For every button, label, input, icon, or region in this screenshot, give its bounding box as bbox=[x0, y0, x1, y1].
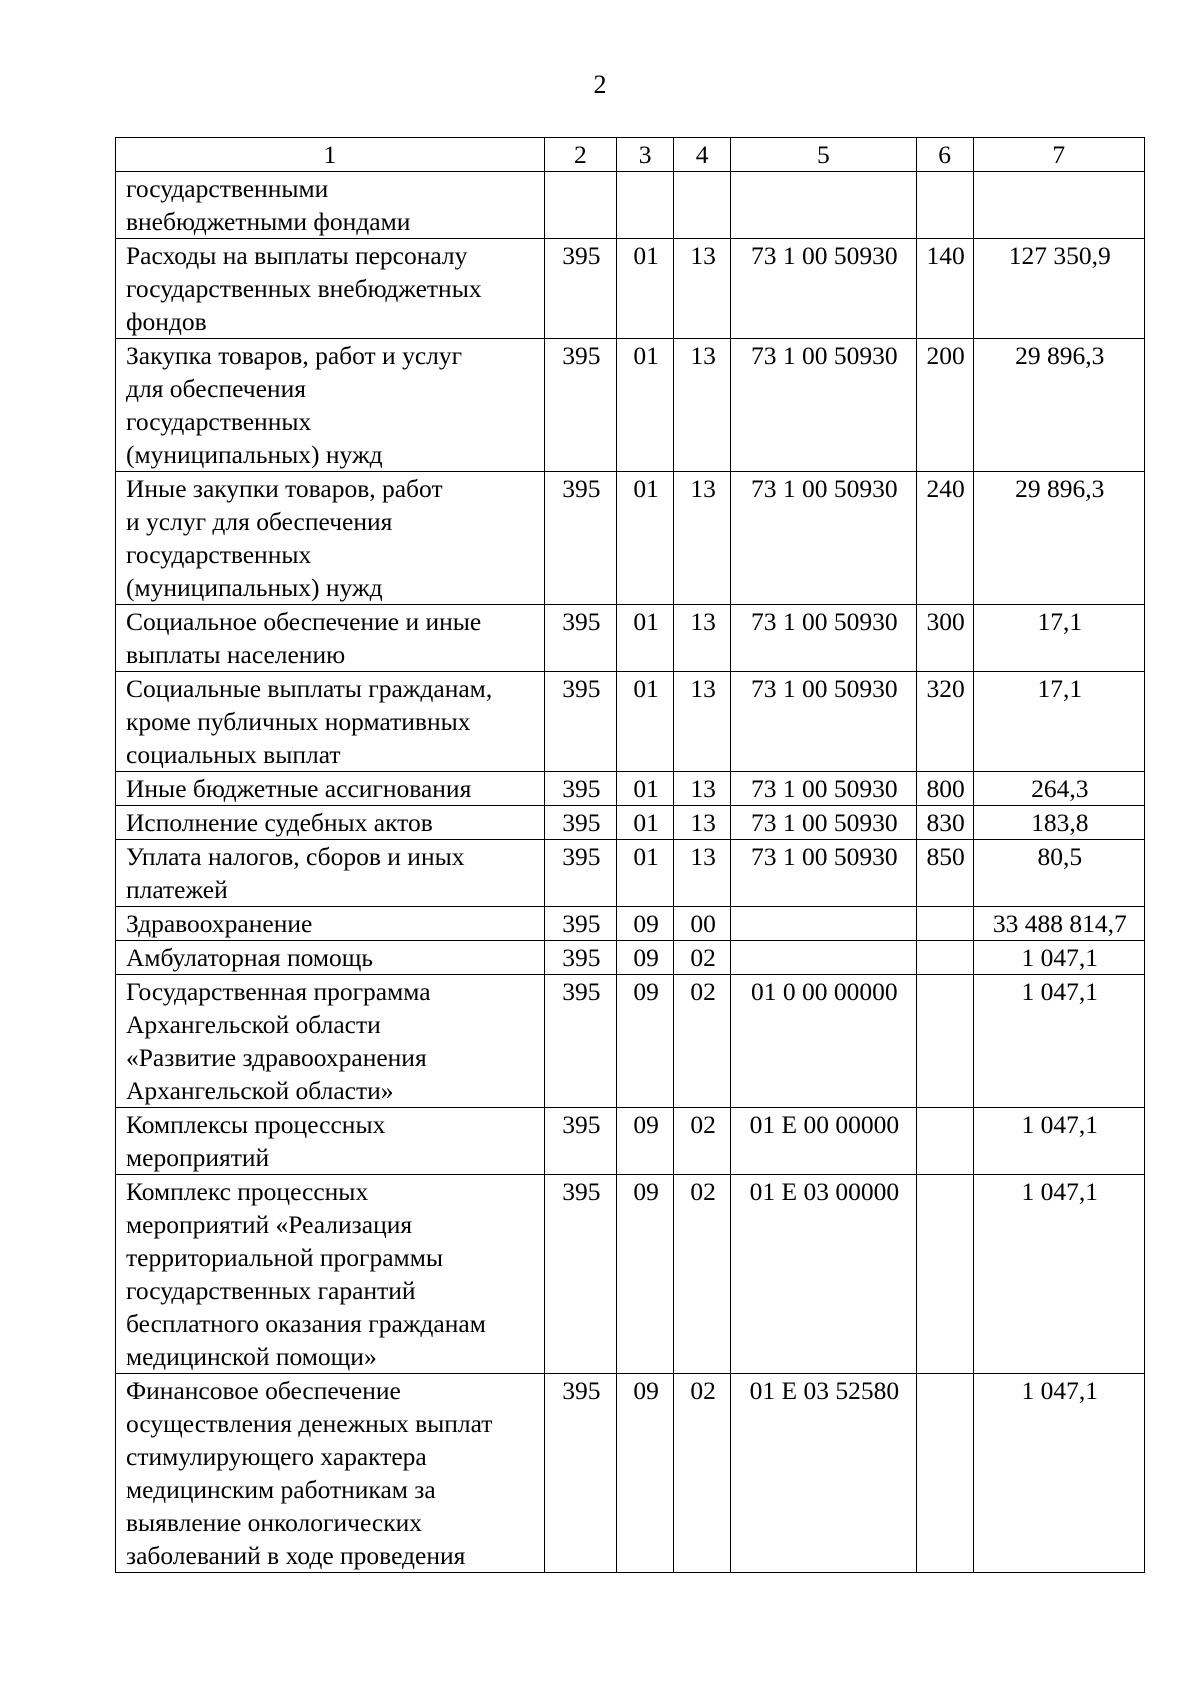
item-name-line: государственных гарантий bbox=[126, 1276, 416, 1305]
expense-type-cell: 140 bbox=[916, 239, 973, 339]
item-name-line: кроме публичных нормативных bbox=[126, 707, 471, 736]
item-name-line: государственных внебюджетных bbox=[126, 274, 482, 303]
amount-cell: 1 047,1 bbox=[973, 975, 1144, 1108]
item-name-cell bbox=[116, 772, 545, 806]
admin-code-cell bbox=[544, 172, 616, 239]
admin-code-cell: 395 bbox=[544, 941, 616, 975]
target-article-cell: 01 Е 03 00000 bbox=[731, 1175, 916, 1374]
subsection-code-cell: 13 bbox=[674, 472, 731, 605]
item-name-line: Иные закупки товаров, работ bbox=[126, 474, 443, 503]
item-name-line: и услуг для обеспечения bbox=[126, 507, 393, 536]
target-article-cell: 73 1 00 50930 bbox=[731, 672, 916, 772]
item-name-cell bbox=[116, 840, 545, 907]
amount-cell: 80,5 bbox=[973, 840, 1144, 907]
item-name-line: Уплата налогов, сборов и иных bbox=[126, 842, 465, 871]
section-code-cell: 01 bbox=[617, 840, 674, 907]
expense-type-cell bbox=[916, 975, 973, 1108]
expense-type-cell: 320 bbox=[916, 672, 973, 772]
item-name-line: Комплексы процессных bbox=[126, 1110, 386, 1139]
item-name-line: Исполнение судебных актов bbox=[126, 808, 433, 837]
section-code-cell: 09 bbox=[617, 907, 674, 941]
item-name-line: фондов bbox=[126, 307, 207, 336]
header-col-4: 4 bbox=[674, 138, 731, 172]
table-row bbox=[116, 806, 1145, 840]
item-name-line: бесплатного оказания гражданам bbox=[126, 1309, 486, 1338]
target-article-cell: 01 Е 00 00000 bbox=[731, 1108, 916, 1175]
subsection-code-cell: 13 bbox=[674, 806, 731, 840]
item-name-line: внебюджетными фондами bbox=[126, 207, 411, 236]
expense-type-cell: 200 bbox=[916, 339, 973, 472]
item-name-line: выплаты населению bbox=[126, 640, 346, 669]
subsection-code-cell: 02 bbox=[674, 1374, 731, 1573]
item-name-cell bbox=[116, 1108, 545, 1175]
expense-type-cell: 830 bbox=[916, 806, 973, 840]
item-name-line: «Развитие здравоохранения bbox=[126, 1043, 427, 1072]
amount-cell: 264,3 bbox=[973, 772, 1144, 806]
expense-type-cell: 300 bbox=[916, 605, 973, 672]
target-article-cell: 73 1 00 50930 bbox=[731, 472, 916, 605]
subsection-code-cell: 00 bbox=[674, 907, 731, 941]
admin-code-cell: 395 bbox=[544, 907, 616, 941]
table-body bbox=[116, 172, 1145, 1573]
admin-code-cell: 395 bbox=[544, 975, 616, 1108]
item-name-line: осуществления денежных выплат bbox=[126, 1409, 493, 1438]
admin-code-cell: 395 bbox=[544, 472, 616, 605]
item-name-cell bbox=[116, 672, 545, 772]
header-row bbox=[116, 138, 1145, 172]
item-name-cell bbox=[116, 239, 545, 339]
item-name-line: Социальные выплаты гражданам, bbox=[126, 674, 493, 703]
subsection-code-cell: 02 bbox=[674, 1175, 731, 1374]
amount-cell: 183,8 bbox=[973, 806, 1144, 840]
admin-code-cell: 395 bbox=[544, 806, 616, 840]
subsection-code-cell: 13 bbox=[674, 339, 731, 472]
target-article-cell: 01 Е 03 52580 bbox=[731, 1374, 916, 1573]
target-article-cell: 73 1 00 50930 bbox=[731, 239, 916, 339]
section-code-cell: 01 bbox=[617, 339, 674, 472]
section-code-cell: 09 bbox=[617, 975, 674, 1108]
item-name-cell bbox=[116, 605, 545, 672]
item-name-line: Расходы на выплаты персоналу bbox=[126, 241, 468, 270]
header-col-2: 2 bbox=[544, 138, 616, 172]
item-name-cell bbox=[116, 1175, 545, 1374]
item-name-line: Социальное обеспечение и иные bbox=[126, 607, 482, 636]
table-row bbox=[116, 605, 1145, 672]
table-row bbox=[116, 1108, 1145, 1175]
table-row bbox=[116, 840, 1145, 907]
admin-code-cell: 395 bbox=[544, 239, 616, 339]
expense-type-cell: 850 bbox=[916, 840, 973, 907]
item-name-line: Амбулаторная помощь bbox=[126, 943, 374, 972]
subsection-code-cell: 13 bbox=[674, 772, 731, 806]
item-name-line: Архангельской области bbox=[126, 1010, 381, 1039]
table-row bbox=[116, 339, 1145, 472]
subsection-code-cell: 13 bbox=[674, 239, 731, 339]
item-name-line: медицинской помощи» bbox=[126, 1342, 377, 1371]
header-col-6: 6 bbox=[916, 138, 973, 172]
section-code-cell: 01 bbox=[617, 472, 674, 605]
section-code-cell: 09 bbox=[617, 1108, 674, 1175]
header-col-3: 3 bbox=[617, 138, 674, 172]
subsection-code-cell: 13 bbox=[674, 605, 731, 672]
amount-cell bbox=[973, 172, 1144, 239]
admin-code-cell: 395 bbox=[544, 1175, 616, 1374]
amount-cell: 127 350,9 bbox=[973, 239, 1144, 339]
expense-type-cell bbox=[916, 1175, 973, 1374]
item-name-cell bbox=[116, 975, 545, 1108]
item-name-line: (муниципальных) нужд bbox=[126, 573, 383, 602]
amount-cell: 1 047,1 bbox=[973, 941, 1144, 975]
section-code-cell: 01 bbox=[617, 605, 674, 672]
admin-code-cell: 395 bbox=[544, 339, 616, 472]
item-name-line: Закупка товаров, работ и услуг bbox=[126, 341, 463, 370]
admin-code-cell: 395 bbox=[544, 840, 616, 907]
amount-cell: 17,1 bbox=[973, 672, 1144, 772]
subsection-code-cell: 13 bbox=[674, 840, 731, 907]
table-row bbox=[116, 975, 1145, 1108]
target-article-cell bbox=[731, 907, 916, 941]
table-row bbox=[116, 172, 1145, 239]
expense-type-cell bbox=[916, 907, 973, 941]
item-name-line: государственными bbox=[126, 174, 329, 203]
expense-type-cell bbox=[916, 941, 973, 975]
target-article-cell bbox=[731, 172, 916, 239]
expense-type-cell: 240 bbox=[916, 472, 973, 605]
admin-code-cell: 395 bbox=[544, 605, 616, 672]
budget-table bbox=[115, 137, 1145, 1573]
subsection-code-cell: 02 bbox=[674, 975, 731, 1108]
item-name-line: заболеваний в ходе проведения bbox=[126, 1541, 466, 1570]
subsection-code-cell: 13 bbox=[674, 672, 731, 772]
item-name-line: Архангельской области» bbox=[126, 1076, 394, 1105]
header-col-1: 1 bbox=[116, 138, 545, 172]
subsection-code-cell bbox=[674, 172, 731, 239]
section-code-cell: 01 bbox=[617, 672, 674, 772]
item-name-line: социальных выплат bbox=[126, 740, 341, 769]
admin-code-cell: 395 bbox=[544, 672, 616, 772]
item-name-cell bbox=[116, 907, 545, 941]
section-code-cell: 01 bbox=[617, 239, 674, 339]
item-name-cell bbox=[116, 941, 545, 975]
admin-code-cell: 395 bbox=[544, 772, 616, 806]
target-article-cell: 73 1 00 50930 bbox=[731, 806, 916, 840]
page-number: 2 bbox=[593, 70, 607, 99]
target-article-cell: 73 1 00 50930 bbox=[731, 605, 916, 672]
table-row bbox=[116, 1374, 1145, 1573]
item-name-line: выявление онкологических bbox=[126, 1508, 423, 1537]
target-article-cell: 73 1 00 50930 bbox=[731, 840, 916, 907]
item-name-cell bbox=[116, 172, 545, 239]
section-code-cell: 01 bbox=[617, 806, 674, 840]
item-name-line: Здравоохранение bbox=[126, 909, 313, 938]
item-name-cell bbox=[116, 472, 545, 605]
item-name-line: Иные бюджетные ассигнования bbox=[126, 774, 472, 803]
admin-code-cell: 395 bbox=[544, 1108, 616, 1175]
item-name-line: (муниципальных) нужд bbox=[126, 440, 383, 469]
expense-type-cell bbox=[916, 1108, 973, 1175]
target-article-cell bbox=[731, 941, 916, 975]
table-row bbox=[116, 472, 1145, 605]
amount-cell: 17,1 bbox=[973, 605, 1144, 672]
admin-code-cell: 395 bbox=[544, 1374, 616, 1573]
item-name-line: мероприятий bbox=[126, 1143, 270, 1172]
table-row bbox=[116, 772, 1145, 806]
table-row bbox=[116, 239, 1145, 339]
item-name-line: медицинским работникам за bbox=[126, 1475, 436, 1504]
expense-type-cell bbox=[916, 172, 973, 239]
target-article-cell: 73 1 00 50930 bbox=[731, 339, 916, 472]
subsection-code-cell: 02 bbox=[674, 941, 731, 975]
table-row bbox=[116, 907, 1145, 941]
target-article-cell: 73 1 00 50930 bbox=[731, 772, 916, 806]
item-name-line: мероприятий «Реализация bbox=[126, 1210, 413, 1239]
item-name-line: для обеспечения bbox=[126, 374, 306, 403]
table-row bbox=[116, 672, 1145, 772]
target-article-cell: 01 0 00 00000 bbox=[731, 975, 916, 1108]
item-name-line: стимулирующего характера bbox=[126, 1442, 427, 1471]
expense-type-cell bbox=[916, 1374, 973, 1573]
section-code-cell: 09 bbox=[617, 941, 674, 975]
item-name-cell bbox=[116, 806, 545, 840]
item-name-line: Финансовое обеспечение bbox=[126, 1376, 401, 1405]
item-name-line: государственных bbox=[126, 540, 312, 569]
item-name-cell bbox=[116, 1374, 545, 1573]
amount-cell: 1 047,1 bbox=[973, 1108, 1144, 1175]
item-name-line: Комплекс процессных bbox=[126, 1177, 369, 1206]
amount-cell: 1 047,1 bbox=[973, 1374, 1144, 1573]
header-col-7: 7 bbox=[973, 138, 1144, 172]
amount-cell: 29 896,3 bbox=[973, 339, 1144, 472]
expense-type-cell: 800 bbox=[916, 772, 973, 806]
subsection-code-cell: 02 bbox=[674, 1108, 731, 1175]
section-code-cell bbox=[617, 172, 674, 239]
item-name-line: государственных bbox=[126, 407, 312, 436]
item-name-line: Государственная программа bbox=[126, 977, 431, 1006]
item-name-line: платежей bbox=[126, 875, 228, 904]
header-col-5: 5 bbox=[731, 138, 916, 172]
amount-cell: 33 488 814,7 bbox=[973, 907, 1144, 941]
section-code-cell: 01 bbox=[617, 772, 674, 806]
item-name-line: территориальной программы bbox=[126, 1243, 443, 1272]
table-row bbox=[116, 941, 1145, 975]
item-name-cell bbox=[116, 339, 545, 472]
amount-cell: 29 896,3 bbox=[973, 472, 1144, 605]
section-code-cell: 09 bbox=[617, 1175, 674, 1374]
table-row bbox=[116, 1175, 1145, 1374]
amount-cell: 1 047,1 bbox=[973, 1175, 1144, 1374]
section-code-cell: 09 bbox=[617, 1374, 674, 1573]
